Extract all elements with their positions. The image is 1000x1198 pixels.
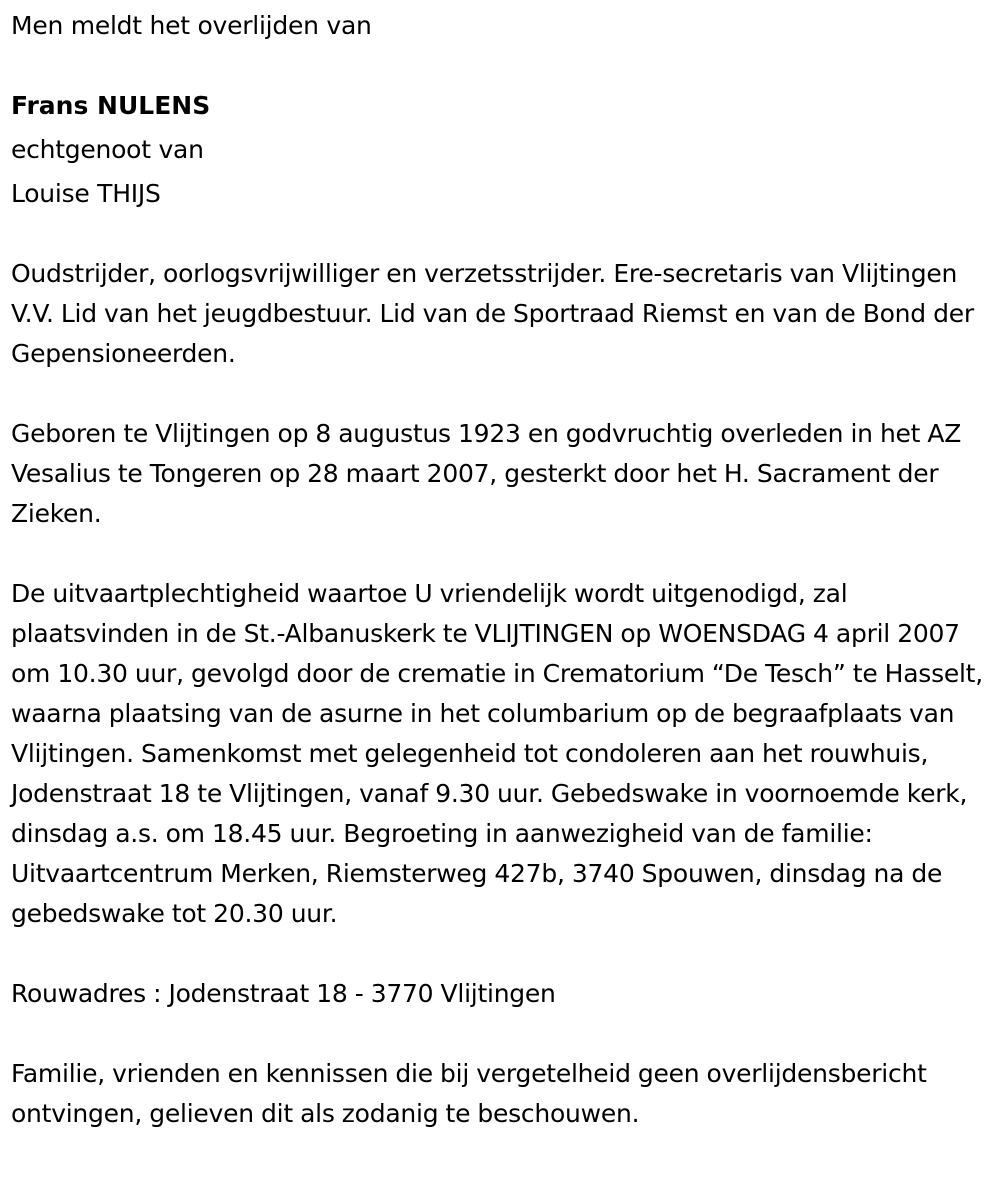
biography-paragraph: Oudstrijder, oorlogsvrijwilliger en verzetsstrijder. Ere-secretaris van Vlijtingen V.V. Lid van het jeugdbestuur. Lid van de Sportraad Riemst en van de Bond der Gepensioneerden. — [11, 259, 974, 368]
intro-text: Men meldt het overlijden van — [11, 11, 372, 40]
spouse-name: Louise THIJS — [11, 179, 161, 208]
closing-paragraph: Familie, vrienden en kennissen die bij vergetelheid geen overlijdensbericht ontvingen, gelieven dit als zodanig te beschouwen. — [11, 1059, 927, 1128]
deceased-name: Frans NULENS — [11, 91, 211, 120]
obituary-notice — [11, 6, 986, 1134]
birth-death-paragraph: Geboren te Vlijtingen op 8 augustus 1923 en godvruchtig overleden in het AZ Vesalius te Tongeren op 28 maart 2007, gesterkt door het H. Sacrament der Zieken. — [11, 419, 962, 528]
mourning-address: Rouwadres : Jodenstraat 18 - 3770 Vlijtingen — [11, 979, 556, 1008]
relation-text: echtgenoot van — [11, 135, 204, 164]
funeral-paragraph: De uitvaartplechtigheid waartoe U vriendelijk wordt uitgenodigd, zal plaatsvinden in de St.-Albanuskerk te VLIJTINGEN op WOENSDAG 4 april 2007 om 10.30 uur, gevolgd door de crematie in Crematorium “De Tesch” te Hasselt, waarna plaatsing van de asurne in het columbarium op de begraafplaats van Vlijtingen. Samenkomst met gelegenheid tot condoleren aan het rouwhuis, Jodenstraat 18 te Vlijtingen, vanaf 9.30 uur. Gebedswake in voornoemde kerk, dinsdag a.s. om 18.45 uur. Begroeting in aanwezigheid van de familie: Uitvaartcentrum Merken, Riemsterweg 427b, 3740 Spouwen, dinsdag na de gebedswake tot 20.30 uur. — [11, 579, 983, 928]
